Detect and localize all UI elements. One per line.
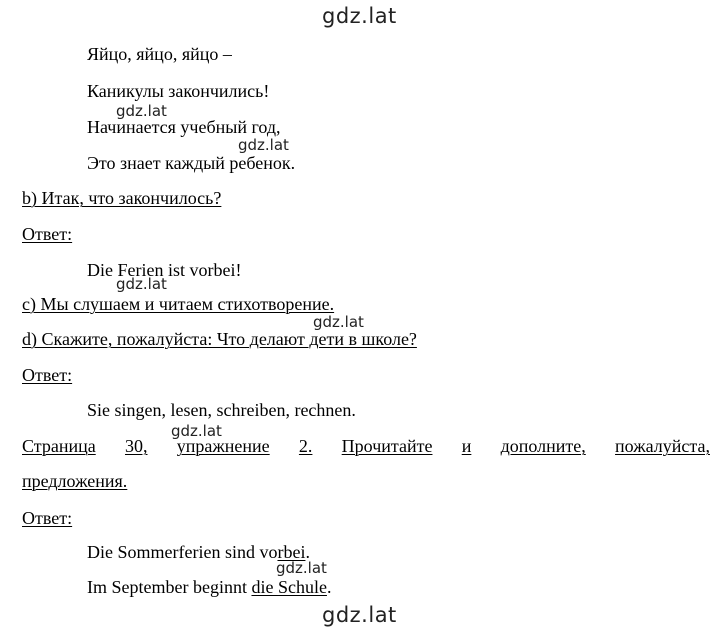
page-task-word: 2. (298, 436, 313, 456)
page-task-line2: предложения. (22, 471, 128, 491)
watermark-overlay: gdz.lat (116, 102, 167, 120)
watermark-overlay: gdz.lat (116, 275, 167, 293)
watermark-overlay: gdz.lat (238, 136, 289, 154)
page-task-word: Прочитайте (341, 436, 433, 456)
task-c: с) Мы слушаем и читаем стихотворение. (22, 294, 335, 314)
poem-line: Это знает каждый ребенок. (87, 153, 296, 173)
watermark-overlay: gdz.lat (171, 422, 222, 440)
answer-text: Im September beginnt (87, 577, 252, 597)
page-task-word: 30, (124, 436, 148, 456)
answer-fill: rbei (277, 542, 306, 562)
answer-label: Ответ: (22, 508, 73, 528)
page-task-line1 (22, 435, 710, 457)
poem-line: Яйцо, яйцо, яйцо – (87, 44, 232, 64)
page-task-word: упражнение (176, 436, 270, 456)
answer-b: Die Ferien ist vorbei! (87, 260, 242, 280)
answer-label: Ответ: (22, 365, 73, 385)
answer-d: Sie singen, lesen, schreiben, rechnen. (87, 400, 356, 420)
page-task-word: Страница (22, 436, 96, 456)
answer-line1 (87, 541, 310, 563)
answer-label: Ответ: (22, 224, 73, 244)
answer-line2 (87, 576, 331, 598)
task-b: b) Итак, что закончилось? (22, 188, 222, 208)
watermark-top: gdz.lat (322, 4, 397, 28)
answer-text: . (326, 577, 332, 597)
answer-fill: die Schule (251, 577, 327, 597)
page-task-word: дополните, (500, 436, 586, 456)
watermark-overlay: gdz.lat (313, 313, 364, 331)
task-d: d) Скажите, пожалуйста: Что делают дети в школе? (22, 329, 417, 349)
watermark-overlay: gdz.lat (276, 559, 327, 577)
page-task-word: пожалуйста, (615, 436, 710, 456)
answer-text: Die Sommerferien sind vo (87, 542, 278, 562)
watermark-bottom: gdz.lat (322, 603, 397, 627)
poem-line: Каникулы закончились! (87, 81, 270, 101)
answer-text: . (305, 542, 310, 562)
poem-line: Начинается учебный год, (87, 117, 281, 137)
page-task-word: и (461, 436, 472, 456)
